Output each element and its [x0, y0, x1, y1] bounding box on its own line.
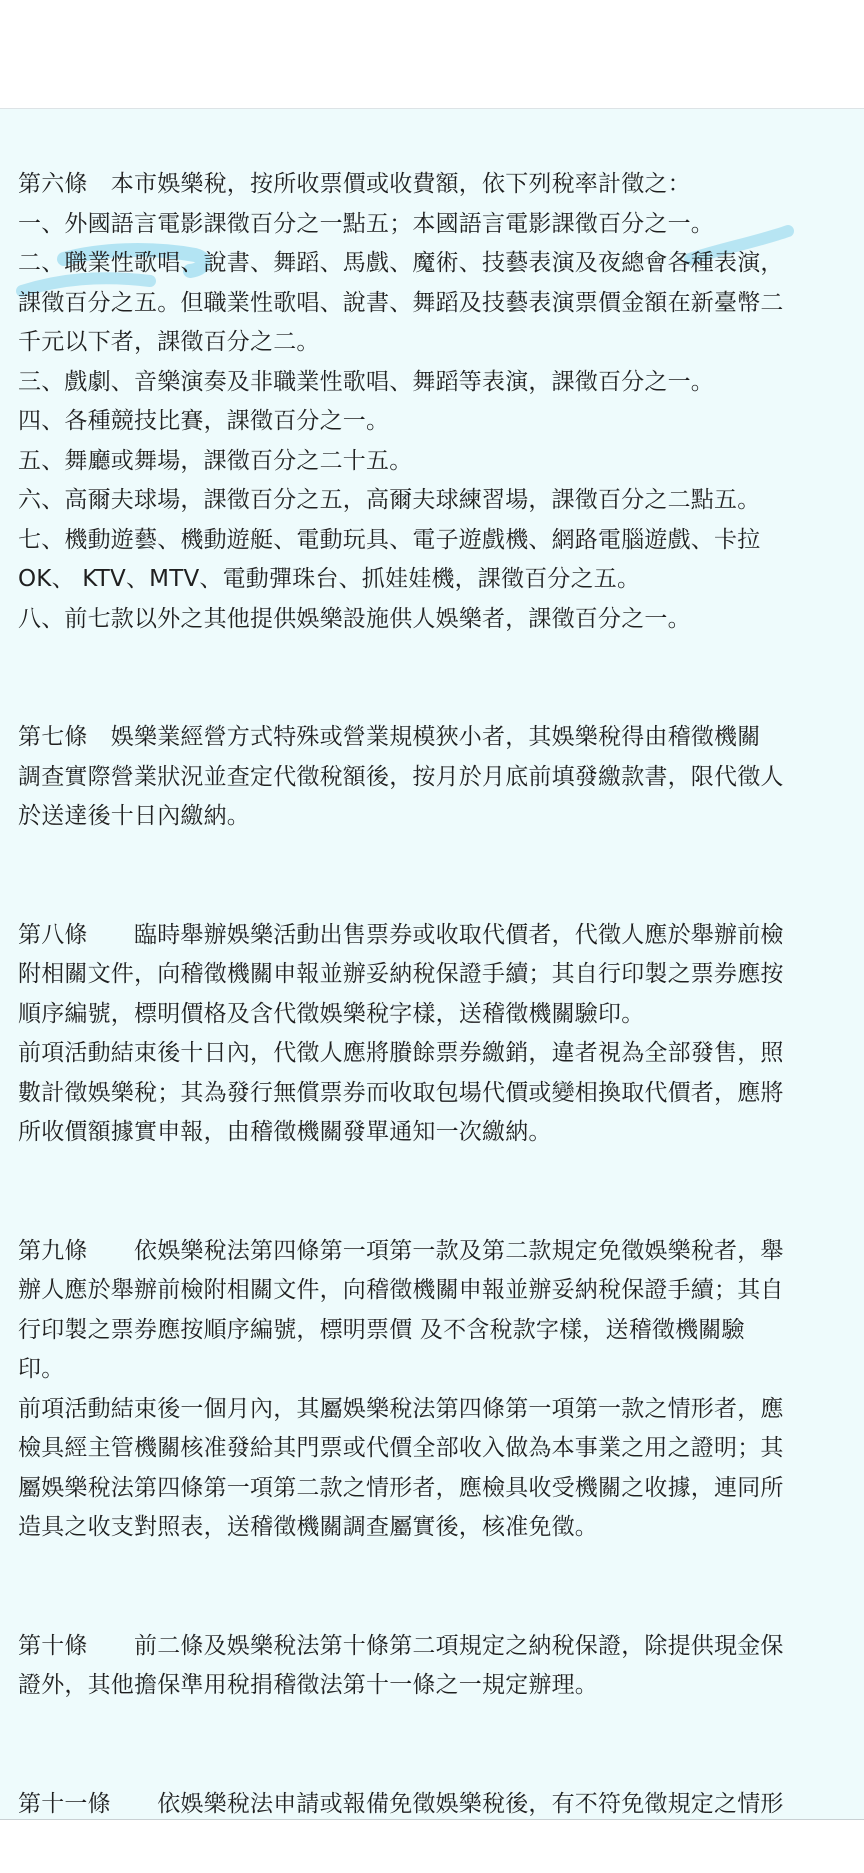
bottom-bar — [0, 1819, 864, 1873]
text-line: 檢具經主管機關核准發給其門票或代價全部收入做為本事業之用之證明；其 — [18, 1435, 784, 1461]
text-line: 五、舞廳或舞場，課徵百分之二十五。 — [18, 447, 413, 474]
top-bar — [0, 0, 864, 109]
text-line: 前項活動結束後一個月內，其屬娛樂稅法第四條第一項第一款之情形者，應 — [18, 1395, 784, 1422]
article-11 — [18, 1785, 848, 1820]
text-line: 六、高爾夫球場，課徵百分之五，高爾夫球練習場，課徵百分之二點五。 — [18, 487, 761, 513]
article-10 — [18, 1627, 848, 1706]
text-line: 前項活動結束後十日內，代徵人應將賸餘票券繳銷，違者視為全部發售，照 — [18, 1040, 784, 1066]
text-line: 造具之收支對照表，送稽徵機關調查屬實後，核准免徵。 — [18, 1514, 598, 1540]
text-line: 第八條 臨時舉辦娛樂活動出售票券或收取代價者，代徵人應於舉辦前檢 — [18, 921, 784, 948]
text-line: 印。 — [18, 1356, 65, 1382]
article-8 — [18, 916, 848, 1153]
text-line: 數計徵娛樂稅；其為發行無償票券而收取包場代價或變相換取代價者，應將 — [18, 1079, 784, 1106]
text-line: 第九條 依娛樂稅法第四條第一項第一款及第二款規定免徵娛樂稅者，舉 — [18, 1237, 784, 1264]
text-line: 第七條 娛樂業經營方式特殊或營業規模狹小者，其娛樂稅得由稽徵機關 — [18, 724, 761, 750]
text-line: 三、戲劇、音樂演奏及非職業性歌唱、舞蹈等表演，課徵百分之一。 — [18, 368, 714, 395]
document-viewport[interactable] — [0, 109, 864, 1819]
text-line: 二、職業性歌唱、說書、舞蹈、馬戲、魔術、技藝表演及夜總會各種表演， — [18, 250, 784, 276]
article-9 — [18, 1232, 848, 1548]
text-line: 四、各種競技比賽，課徵百分之一。 — [18, 408, 390, 434]
regulation-text — [18, 165, 848, 1819]
text-line: 一、外國語言電影課徵百分之一點五；本國語言電影課徵百分之一。 — [18, 210, 714, 237]
text-line: 所收價額據實申報，由稽徵機關發單通知一次繳納。 — [18, 1119, 552, 1145]
text-line: 於送達後十日內繳納。 — [18, 803, 250, 829]
text-line: 屬娛樂稅法第四條第一項第二款之情形者，應檢具收受機關之收據，連同所 — [18, 1474, 784, 1501]
text-line: OK、 KTV、MTV、電動彈珠台、抓娃娃機，課徵百分之五。 — [18, 566, 641, 592]
text-line: 七、機動遊藝、機動遊艇、電動玩具、電子遊戲機、網路電腦遊戲、卡拉 — [18, 526, 761, 553]
text-line: 辦人應於舉辦前檢附相關文件，向稽徵機關申報並辦妥納稅保證手續；其自 — [18, 1277, 784, 1303]
text-line: 課徵百分之五。但職業性歌唱、說書、舞蹈及技藝表演票價金額在新臺幣二 — [18, 289, 784, 316]
article-7 — [18, 718, 848, 837]
text-line: 第十條 前二條及娛樂稅法第十條第二項規定之納稅保證，除提供現金保 — [18, 1632, 784, 1659]
text-line: 第十一條 依娛樂稅法申請或報備免徵娛樂稅後，有不符免徵規定之情形 — [18, 1790, 784, 1817]
text-line: 千元以下者，課徵百分之二。 — [18, 329, 320, 355]
text-line: 證外，其他擔保準用稅捐稽徵法第十一條之一規定辦理。 — [18, 1672, 598, 1698]
article-6 — [18, 165, 848, 639]
text-line: 附相關文件，向稽徵機關申報並辦妥納稅保證手續；其自行印製之票券應按 — [18, 961, 784, 987]
text-line: 調查實際營業狀況並查定代徵稅額後，按月於月底前填發繳款書，限代徵人 — [18, 763, 784, 790]
text-line: 順序編號，標明價格及含代徵娛樂稅字樣，送稽徵機關驗印。 — [18, 1000, 645, 1027]
text-line: 行印製之票券應按順序編號，標明票價 及不含稅款字樣，送稽徵機關驗 — [18, 1316, 745, 1343]
text-line: 第六條 本市娛樂稅，按所收票價或收費額，依下列稅率計徵之： — [18, 171, 691, 197]
text-line: 八、前七款以外之其他提供娛樂設施供人娛樂者，課徵百分之一。 — [18, 605, 691, 632]
